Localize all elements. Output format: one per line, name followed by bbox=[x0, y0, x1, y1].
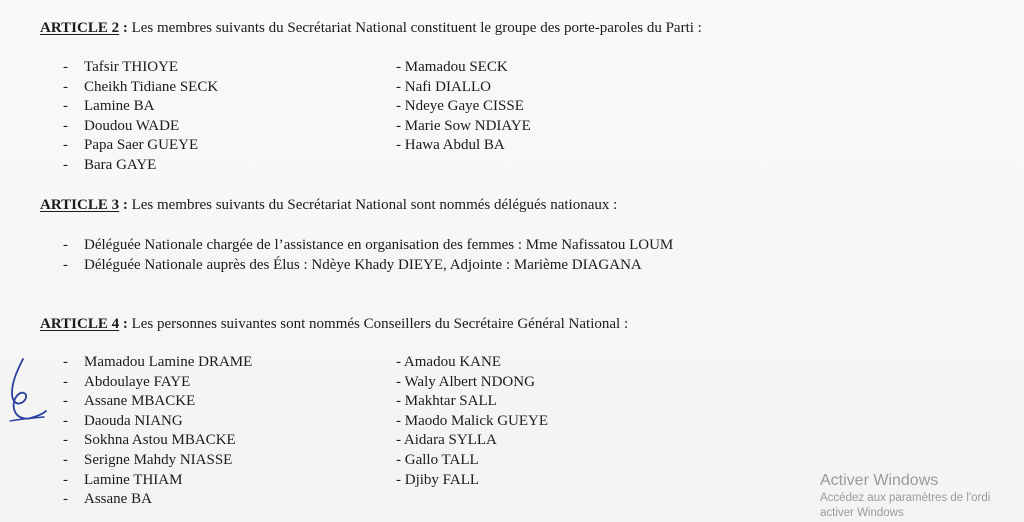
spokesperson-item bbox=[63, 58, 218, 78]
list-item-text: Papa Saer GUEYE bbox=[84, 137, 199, 154]
list-dash: - bbox=[63, 256, 68, 273]
spokesperson-item bbox=[396, 136, 531, 156]
article-2-paragraph bbox=[40, 19, 702, 38]
spokesperson-item bbox=[63, 156, 218, 176]
list-dash: - bbox=[63, 78, 68, 95]
list-item-text: Lamine THIAM bbox=[84, 471, 183, 488]
list-dash: - bbox=[63, 373, 68, 390]
list-item-text: - Nafi DIALLO bbox=[396, 78, 491, 95]
list-item-text: Bara GAYE bbox=[84, 156, 157, 173]
advisor-item bbox=[63, 490, 252, 510]
list-item-text: Déléguée Nationale auprès des Élus : Ndèye Khady DIEYE, Adjointe : Marième DIAGANA bbox=[84, 256, 642, 273]
article-2-left-list bbox=[63, 58, 218, 176]
list-item-text: Sokhna Astou MBACKE bbox=[84, 432, 236, 449]
advisor-item bbox=[63, 412, 252, 432]
list-item-text: - Marie Sow NDIAYE bbox=[396, 117, 531, 134]
article-2-text: Les membres suivants du Secrétariat National constituent le groupe des porte-paroles du Parti : bbox=[131, 20, 702, 36]
list-dash: - bbox=[63, 98, 68, 115]
spokesperson-item bbox=[396, 58, 531, 78]
article-4-paragraph bbox=[40, 315, 628, 334]
advisor-item bbox=[396, 451, 548, 471]
article-3-paragraph bbox=[40, 196, 617, 215]
advisor-item bbox=[396, 471, 548, 491]
article-4-label: ARTICLE 4 bbox=[40, 316, 120, 332]
list-item-text: Mamadou Lamine DRAME bbox=[84, 354, 253, 370]
list-item-text: - Djiby FALL bbox=[396, 471, 480, 488]
list-item-text: - Gallo TALL bbox=[396, 451, 479, 468]
watermark-subtitle: Accédez aux paramètres de l'ordi bbox=[820, 492, 991, 504]
list-item-text: Cheikh Tidiane SECK bbox=[84, 78, 219, 95]
advisor-item bbox=[396, 412, 548, 432]
list-item-text: Assane MBACKE bbox=[84, 393, 196, 410]
list-item-text: - Amadou KANE bbox=[396, 354, 501, 370]
advisor-item bbox=[396, 373, 548, 393]
list-dash: - bbox=[63, 354, 68, 370]
windows-activation-watermark bbox=[820, 471, 990, 521]
advisor-item bbox=[396, 353, 548, 373]
spokesperson-item bbox=[396, 78, 531, 98]
list-item-text: Abdoulaye FAYE bbox=[84, 373, 191, 390]
list-item-text: Daouda NIANG bbox=[84, 412, 183, 429]
list-item-text: Assane BA bbox=[84, 491, 152, 508]
list-dash: - bbox=[63, 156, 68, 173]
article-3-label: ARTICLE 3 bbox=[40, 197, 120, 213]
list-dash: - bbox=[63, 59, 68, 75]
list-item-text: - Waly Albert NDONG bbox=[396, 373, 535, 390]
article-4-colon: : bbox=[119, 316, 132, 332]
advisor-item bbox=[396, 392, 548, 412]
list-item-text: - Maodo Malick GUEYE bbox=[396, 412, 549, 429]
list-dash: - bbox=[63, 491, 68, 508]
handwritten-initials bbox=[4, 355, 50, 433]
article-3-text: Les membres suivants du Secrétariat National sont nommés délégués nationaux : bbox=[131, 197, 618, 213]
list-dash: - bbox=[63, 137, 68, 154]
article-4-text: Les personnes suivantes sont nommés Conseillers du Secrétaire Général National : bbox=[131, 316, 629, 332]
spokesperson-item bbox=[63, 78, 218, 98]
list-dash: - bbox=[63, 393, 68, 410]
list-item-text: - Hawa Abdul BA bbox=[396, 137, 505, 154]
spokesperson-item bbox=[63, 136, 218, 156]
spokesperson-item bbox=[63, 117, 218, 137]
list-dash: - bbox=[63, 432, 68, 449]
advisor-item bbox=[63, 431, 252, 451]
spokesperson-item bbox=[396, 97, 531, 117]
list-dash: - bbox=[63, 451, 68, 468]
article-2-label: ARTICLE 2 bbox=[40, 20, 120, 36]
delegate-item bbox=[63, 236, 673, 256]
list-dash: - bbox=[63, 412, 68, 429]
article-2-colon: : bbox=[119, 20, 132, 36]
article-4-left-list bbox=[63, 353, 252, 510]
list-item-text: Tafsir THIOYE bbox=[84, 59, 179, 75]
list-item-text: - Ndeye Gaye CISSE bbox=[396, 98, 524, 115]
delegate-item bbox=[63, 256, 673, 276]
article-2-right-list bbox=[396, 58, 531, 156]
list-item-text: Serigne Mahdy NIASSE bbox=[84, 451, 233, 468]
article-3-colon: : bbox=[119, 197, 132, 213]
list-item-text: Doudou WADE bbox=[84, 117, 180, 134]
advisor-item bbox=[63, 392, 252, 412]
article-3-list bbox=[63, 236, 673, 275]
advisor-item bbox=[63, 353, 252, 373]
list-item-text: Lamine BA bbox=[84, 98, 155, 115]
list-dash: - bbox=[63, 237, 68, 253]
list-item-text: - Makhtar SALL bbox=[396, 393, 497, 410]
advisor-item bbox=[63, 471, 252, 491]
list-dash: - bbox=[63, 117, 68, 134]
advisor-item bbox=[63, 451, 252, 471]
list-item-text: - Aidara SYLLA bbox=[396, 432, 497, 449]
list-item-text: Déléguée Nationale chargée de l’assistance en organisation des femmes : Mme Nafissatou LOUM bbox=[84, 237, 674, 253]
spokesperson-item bbox=[63, 97, 218, 117]
article-4-right-list bbox=[396, 353, 548, 490]
list-item-text: - Mamadou SECK bbox=[396, 59, 508, 75]
watermark-title: Activer Windows bbox=[820, 472, 939, 489]
watermark-subtitle-2: activer Windows bbox=[820, 507, 904, 519]
list-dash: - bbox=[63, 471, 68, 488]
spokesperson-item bbox=[396, 117, 531, 137]
advisor-item bbox=[396, 431, 548, 451]
advisor-item bbox=[63, 373, 252, 393]
